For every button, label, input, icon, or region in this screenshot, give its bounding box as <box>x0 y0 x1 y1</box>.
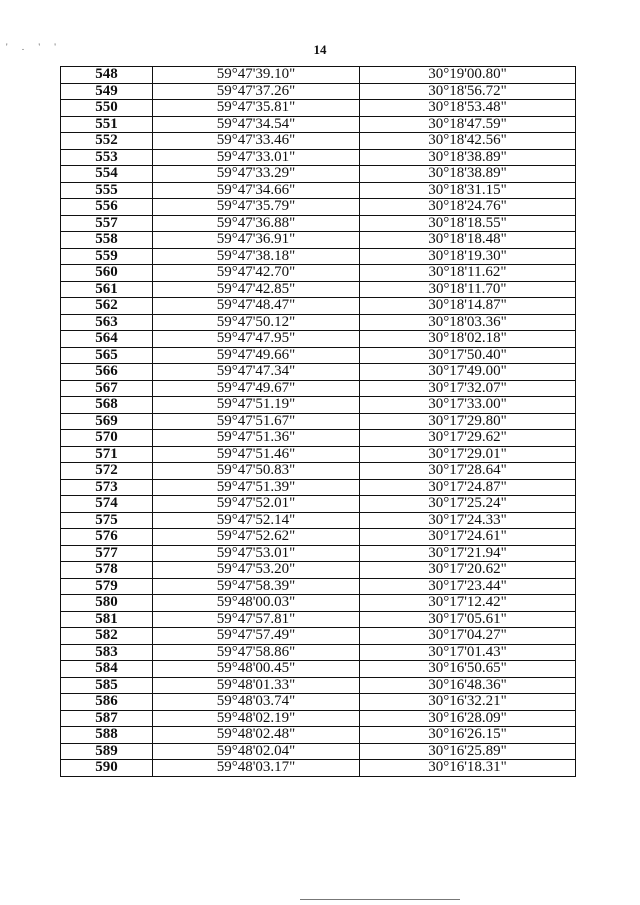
longitude-cell: 30°18'14.87" <box>360 298 576 315</box>
table-row <box>61 694 576 711</box>
point-number-cell: 587 <box>61 710 153 727</box>
latitude-cell: 59°47'58.86" <box>153 644 360 661</box>
point-number-cell: 580 <box>61 595 153 612</box>
point-number-cell: 554 <box>61 166 153 183</box>
latitude-cell: 59°47'48.47" <box>153 298 360 315</box>
point-number-cell: 572 <box>61 463 153 480</box>
latitude-cell: 59°47'36.91" <box>153 232 360 249</box>
latitude-cell: 59°47'50.83" <box>153 463 360 480</box>
table-row <box>61 83 576 100</box>
latitude-cell: 59°47'33.01" <box>153 149 360 166</box>
point-number-cell: 562 <box>61 298 153 315</box>
longitude-cell: 30°18'31.15" <box>360 182 576 199</box>
table-row <box>61 644 576 661</box>
longitude-cell: 30°17'05.61" <box>360 611 576 628</box>
point-number-cell: 568 <box>61 397 153 414</box>
latitude-cell: 59°48'02.48" <box>153 727 360 744</box>
latitude-cell: 59°47'34.66" <box>153 182 360 199</box>
table-row <box>61 215 576 232</box>
latitude-cell: 59°47'49.67" <box>153 380 360 397</box>
point-number-cell: 578 <box>61 562 153 579</box>
longitude-cell: 30°18'11.70" <box>360 281 576 298</box>
longitude-cell: 30°17'29.01" <box>360 446 576 463</box>
latitude-cell: 59°47'35.81" <box>153 100 360 117</box>
longitude-cell: 30°17'50.40" <box>360 347 576 364</box>
table-row <box>61 166 576 183</box>
latitude-cell: 59°47'51.19" <box>153 397 360 414</box>
point-number-cell: 561 <box>61 281 153 298</box>
table-row <box>61 710 576 727</box>
point-number-cell: 556 <box>61 199 153 216</box>
point-number-cell: 584 <box>61 661 153 678</box>
table-row <box>61 512 576 529</box>
longitude-cell: 30°16'50.65" <box>360 661 576 678</box>
table-row <box>61 265 576 282</box>
latitude-cell: 59°47'52.01" <box>153 496 360 513</box>
latitude-cell: 59°48'02.19" <box>153 710 360 727</box>
point-number-cell: 570 <box>61 430 153 447</box>
coordinates-table <box>60 66 576 777</box>
longitude-cell: 30°18'18.48" <box>360 232 576 249</box>
point-number-cell: 579 <box>61 578 153 595</box>
table-row <box>61 743 576 760</box>
longitude-cell: 30°18'42.56" <box>360 133 576 150</box>
table-row <box>61 562 576 579</box>
coordinates-table-body <box>61 67 576 777</box>
table-row <box>61 331 576 348</box>
table-row <box>61 611 576 628</box>
table-row <box>61 496 576 513</box>
point-number-cell: 569 <box>61 413 153 430</box>
longitude-cell: 30°18'47.59" <box>360 116 576 133</box>
latitude-cell: 59°47'51.46" <box>153 446 360 463</box>
point-number-cell: 564 <box>61 331 153 348</box>
longitude-cell: 30°17'29.62" <box>360 430 576 447</box>
table-row <box>61 380 576 397</box>
latitude-cell: 59°48'00.03" <box>153 595 360 612</box>
point-number-cell: 563 <box>61 314 153 331</box>
point-number-cell: 576 <box>61 529 153 546</box>
latitude-cell: 59°47'51.36" <box>153 430 360 447</box>
longitude-cell: 30°17'32.07" <box>360 380 576 397</box>
point-number-cell: 583 <box>61 644 153 661</box>
longitude-cell: 30°18'38.89" <box>360 149 576 166</box>
latitude-cell: 59°47'47.95" <box>153 331 360 348</box>
longitude-cell: 30°16'25.89" <box>360 743 576 760</box>
latitude-cell: 59°47'51.67" <box>153 413 360 430</box>
table-row <box>61 479 576 496</box>
table-row <box>61 133 576 150</box>
point-number-cell: 567 <box>61 380 153 397</box>
latitude-cell: 59°48'03.74" <box>153 694 360 711</box>
longitude-cell: 30°18'02.18" <box>360 331 576 348</box>
point-number-cell: 574 <box>61 496 153 513</box>
table-row <box>61 116 576 133</box>
longitude-cell: 30°18'24.76" <box>360 199 576 216</box>
table-row <box>61 199 576 216</box>
latitude-cell: 59°47'50.12" <box>153 314 360 331</box>
point-number-cell: 571 <box>61 446 153 463</box>
point-number-cell: 573 <box>61 479 153 496</box>
longitude-cell: 30°16'18.31" <box>360 760 576 777</box>
point-number-cell: 585 <box>61 677 153 694</box>
table-row <box>61 430 576 447</box>
latitude-cell: 59°47'53.01" <box>153 545 360 562</box>
table-row <box>61 100 576 117</box>
longitude-cell: 30°17'25.24" <box>360 496 576 513</box>
point-number-cell: 551 <box>61 116 153 133</box>
point-number-cell: 590 <box>61 760 153 777</box>
longitude-cell: 30°16'28.09" <box>360 710 576 727</box>
table-row <box>61 314 576 331</box>
point-number-cell: 575 <box>61 512 153 529</box>
latitude-cell: 59°47'49.66" <box>153 347 360 364</box>
table-row <box>61 545 576 562</box>
latitude-cell: 59°47'51.39" <box>153 479 360 496</box>
point-number-cell: 548 <box>61 67 153 84</box>
longitude-cell: 30°17'12.42" <box>360 595 576 612</box>
point-number-cell: 582 <box>61 628 153 645</box>
page-number: 14 <box>313 42 327 57</box>
latitude-cell: 59°47'36.88" <box>153 215 360 232</box>
latitude-cell: 59°47'57.49" <box>153 628 360 645</box>
point-number-cell: 566 <box>61 364 153 381</box>
latitude-cell: 59°48'03.17" <box>153 760 360 777</box>
latitude-cell: 59°47'33.29" <box>153 166 360 183</box>
latitude-cell: 59°47'35.79" <box>153 199 360 216</box>
latitude-cell: 59°47'47.34" <box>153 364 360 381</box>
latitude-cell: 59°47'42.70" <box>153 265 360 282</box>
point-number-cell: 586 <box>61 694 153 711</box>
table-row <box>61 232 576 249</box>
table-row <box>61 595 576 612</box>
point-number-cell: 581 <box>61 611 153 628</box>
longitude-cell: 30°18'18.55" <box>360 215 576 232</box>
longitude-cell: 30°16'32.21" <box>360 694 576 711</box>
longitude-cell: 30°18'19.30" <box>360 248 576 265</box>
table-row <box>61 578 576 595</box>
point-number-cell: 577 <box>61 545 153 562</box>
longitude-cell: 30°17'49.00" <box>360 364 576 381</box>
longitude-cell: 30°17'24.61" <box>360 529 576 546</box>
point-number-cell: 560 <box>61 265 153 282</box>
table-row <box>61 628 576 645</box>
longitude-cell: 30°17'29.80" <box>360 413 576 430</box>
table-row <box>61 727 576 744</box>
latitude-cell: 59°48'02.04" <box>153 743 360 760</box>
point-number-cell: 552 <box>61 133 153 150</box>
longitude-cell: 30°17'21.94" <box>360 545 576 562</box>
point-number-cell: 550 <box>61 100 153 117</box>
latitude-cell: 59°47'52.14" <box>153 512 360 529</box>
latitude-cell: 59°47'38.18" <box>153 248 360 265</box>
table-row <box>61 67 576 84</box>
table-row <box>61 149 576 166</box>
table-row <box>61 298 576 315</box>
table-row <box>61 413 576 430</box>
point-number-cell: 565 <box>61 347 153 364</box>
table-row <box>61 248 576 265</box>
longitude-cell: 30°17'04.27" <box>360 628 576 645</box>
latitude-cell: 59°47'34.54" <box>153 116 360 133</box>
table-row <box>61 347 576 364</box>
table-row <box>61 397 576 414</box>
table-row <box>61 364 576 381</box>
point-number-cell: 557 <box>61 215 153 232</box>
table-row <box>61 677 576 694</box>
latitude-cell: 59°47'33.46" <box>153 133 360 150</box>
latitude-cell: 59°47'39.10" <box>153 67 360 84</box>
point-number-cell: 553 <box>61 149 153 166</box>
bottom-scan-line <box>300 899 460 900</box>
longitude-cell: 30°18'03.36" <box>360 314 576 331</box>
point-number-cell: 559 <box>61 248 153 265</box>
scan-marks: ' . ' ' <box>6 42 62 52</box>
longitude-cell: 30°17'20.62" <box>360 562 576 579</box>
latitude-cell: 59°48'01.33" <box>153 677 360 694</box>
latitude-cell: 59°47'53.20" <box>153 562 360 579</box>
table-row <box>61 463 576 480</box>
point-number-cell: 589 <box>61 743 153 760</box>
table-row <box>61 760 576 777</box>
longitude-cell: 30°16'48.36" <box>360 677 576 694</box>
longitude-cell: 30°18'38.89" <box>360 166 576 183</box>
point-number-cell: 558 <box>61 232 153 249</box>
point-number-cell: 588 <box>61 727 153 744</box>
longitude-cell: 30°17'28.64" <box>360 463 576 480</box>
longitude-cell: 30°17'24.87" <box>360 479 576 496</box>
longitude-cell: 30°17'24.33" <box>360 512 576 529</box>
table-row <box>61 281 576 298</box>
longitude-cell: 30°17'23.44" <box>360 578 576 595</box>
longitude-cell: 30°19'00.80" <box>360 67 576 84</box>
longitude-cell: 30°18'53.48" <box>360 100 576 117</box>
point-number-cell: 555 <box>61 182 153 199</box>
latitude-cell: 59°47'37.26" <box>153 83 360 100</box>
latitude-cell: 59°47'52.62" <box>153 529 360 546</box>
longitude-cell: 30°18'11.62" <box>360 265 576 282</box>
point-number-cell: 549 <box>61 83 153 100</box>
latitude-cell: 59°47'57.81" <box>153 611 360 628</box>
table-row <box>61 661 576 678</box>
latitude-cell: 59°47'42.85" <box>153 281 360 298</box>
longitude-cell: 30°16'26.15" <box>360 727 576 744</box>
table-row <box>61 182 576 199</box>
latitude-cell: 59°47'58.39" <box>153 578 360 595</box>
longitude-cell: 30°17'01.43" <box>360 644 576 661</box>
latitude-cell: 59°48'00.45" <box>153 661 360 678</box>
longitude-cell: 30°18'56.72" <box>360 83 576 100</box>
table-row <box>61 446 576 463</box>
longitude-cell: 30°17'33.00" <box>360 397 576 414</box>
table-row <box>61 529 576 546</box>
